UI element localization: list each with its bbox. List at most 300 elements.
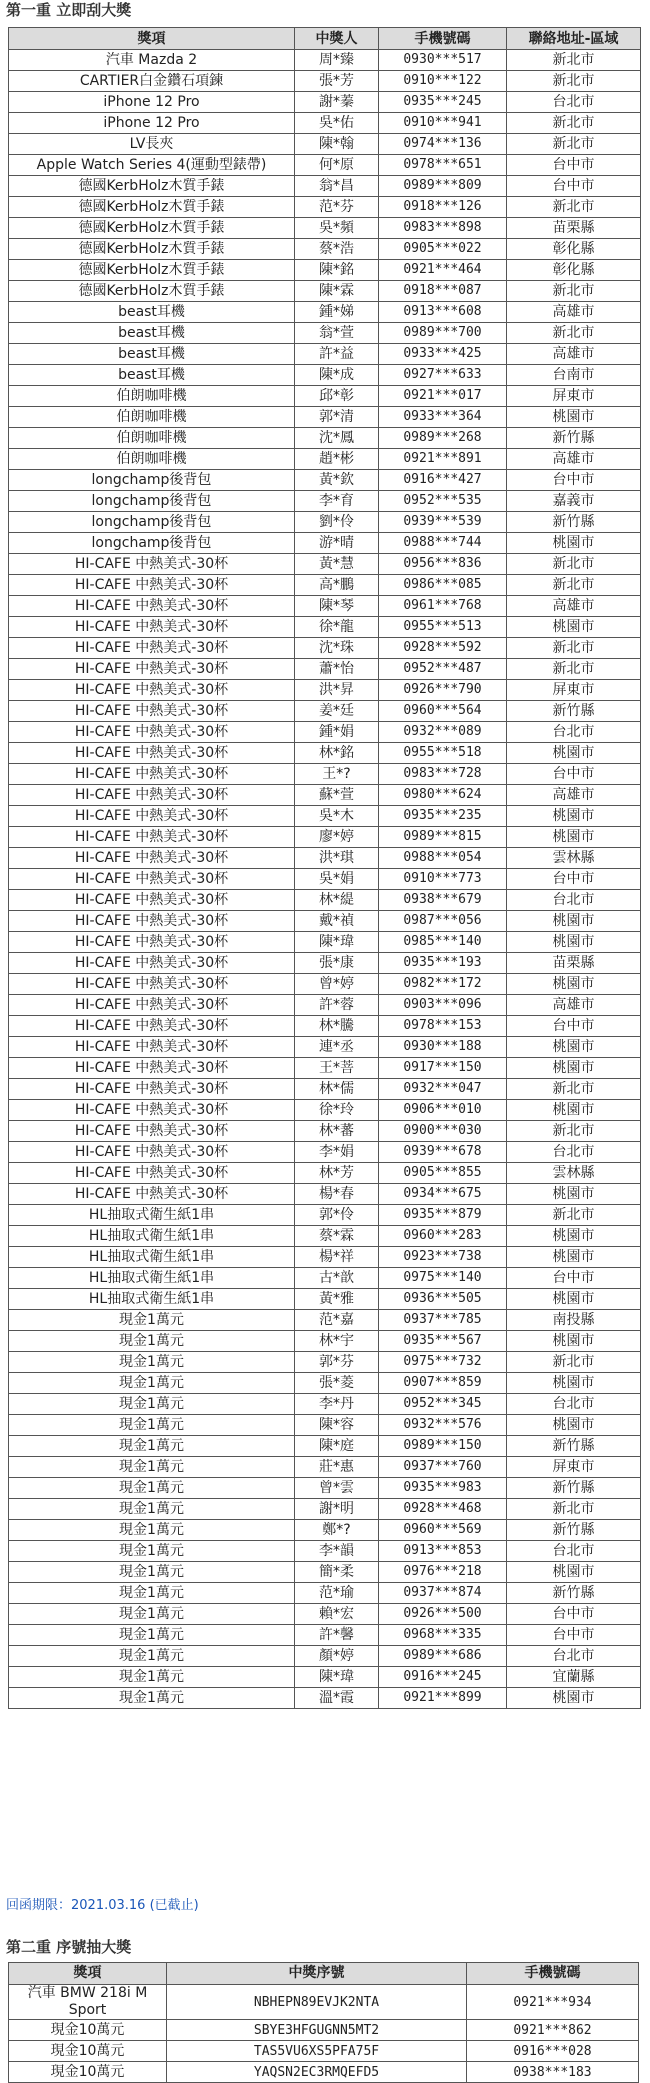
prize-cell: HL抽取式衛生紙1串 bbox=[9, 1247, 295, 1268]
region-cell: 台南市 bbox=[507, 365, 641, 386]
table-row bbox=[9, 1604, 641, 1625]
table-row bbox=[9, 218, 641, 239]
region-cell: 台中市 bbox=[507, 1604, 641, 1625]
table-row bbox=[9, 911, 641, 932]
prize-cell: 伯朗咖啡機 bbox=[9, 428, 295, 449]
phone-cell: 0905***022 bbox=[379, 239, 507, 260]
header-phone: 手機號碼 bbox=[379, 28, 507, 50]
table-row bbox=[9, 722, 641, 743]
table-row bbox=[9, 638, 641, 659]
table-row bbox=[9, 449, 641, 470]
prize-cell: longchamp後背包 bbox=[9, 470, 295, 491]
table-row bbox=[9, 1352, 641, 1373]
phone-cell: 0921***899 bbox=[379, 1688, 507, 1709]
region-cell: 台中市 bbox=[507, 869, 641, 890]
prize-cell: HI-CAFE 中熱美式-30杯 bbox=[9, 806, 295, 827]
phone-cell: 0918***087 bbox=[379, 281, 507, 302]
winner-cell: 游*晴 bbox=[295, 533, 379, 554]
phone-cell: 0960***283 bbox=[379, 1226, 507, 1247]
winner-cell: 許*益 bbox=[295, 344, 379, 365]
table-row bbox=[9, 1373, 641, 1394]
winner-cell: 王*菩 bbox=[295, 1058, 379, 1079]
region-cell: 新竹縣 bbox=[507, 1520, 641, 1541]
phone-cell: 0989***815 bbox=[379, 827, 507, 848]
table-row bbox=[9, 1079, 641, 1100]
winner-cell: 王*? bbox=[295, 764, 379, 785]
region-cell: 屏東市 bbox=[507, 386, 641, 407]
winner-cell: 趙*彬 bbox=[295, 449, 379, 470]
table-row bbox=[9, 491, 641, 512]
table-row bbox=[9, 806, 641, 827]
table-row bbox=[9, 407, 641, 428]
prize-cell: 現金1萬元 bbox=[9, 1394, 295, 1415]
phone-cell: 0983***728 bbox=[379, 764, 507, 785]
prize-cell: HI-CAFE 中熱美式-30杯 bbox=[9, 848, 295, 869]
table-row bbox=[9, 1415, 641, 1436]
winner-cell: 謝*蓁 bbox=[295, 92, 379, 113]
winner-cell: 周*臻 bbox=[295, 50, 379, 71]
table-row bbox=[9, 1331, 641, 1352]
winner-cell: 徐*龍 bbox=[295, 617, 379, 638]
table-row bbox=[9, 1226, 641, 1247]
winner-cell: 劉*伶 bbox=[295, 512, 379, 533]
winner-cell: 溫*霞 bbox=[295, 1688, 379, 1709]
table-row bbox=[9, 365, 641, 386]
prize-cell: 德國KerbHolz木質手錶 bbox=[9, 260, 295, 281]
phone-cell: 0935***983 bbox=[379, 1478, 507, 1499]
prize-cell: HI-CAFE 中熱美式-30杯 bbox=[9, 1184, 295, 1205]
phone-cell: 0989***809 bbox=[379, 176, 507, 197]
phone-cell: 0937***760 bbox=[379, 1457, 507, 1478]
table-row bbox=[9, 1205, 641, 1226]
phone-cell: 0952***487 bbox=[379, 659, 507, 680]
winner-cell: 李*育 bbox=[295, 491, 379, 512]
reply-deadline-link[interactable]: 回函期限：2021.03.16 (已截止) bbox=[6, 1898, 199, 1913]
winner-cell: 林*騰 bbox=[295, 1016, 379, 1037]
phone-cell: 0930***517 bbox=[379, 50, 507, 71]
winner-cell: 李*娟 bbox=[295, 1142, 379, 1163]
prize-cell: CARTIER白金鑽石項鍊 bbox=[9, 71, 295, 92]
prize-cell: HL抽取式衛生紙1串 bbox=[9, 1268, 295, 1289]
winner-cell: 黃*欽 bbox=[295, 470, 379, 491]
region-cell: 台中市 bbox=[507, 176, 641, 197]
table-row bbox=[9, 743, 641, 764]
region-cell: 桃園市 bbox=[507, 407, 641, 428]
prize-cell: HI-CAFE 中熱美式-30杯 bbox=[9, 1100, 295, 1121]
region-cell: 桃園市 bbox=[507, 1184, 641, 1205]
winner-cell: 郭*清 bbox=[295, 407, 379, 428]
table-row bbox=[9, 239, 641, 260]
winner-cell: 莊*惠 bbox=[295, 1457, 379, 1478]
phone-cell: 0935***879 bbox=[379, 1205, 507, 1226]
region-cell: 台北市 bbox=[507, 890, 641, 911]
region-cell: 新北市 bbox=[507, 197, 641, 218]
prize-cell: 現金1萬元 bbox=[9, 1415, 295, 1436]
phone-cell: 0939***678 bbox=[379, 1142, 507, 1163]
region-cell: 彰化縣 bbox=[507, 239, 641, 260]
phone-cell: 0968***335 bbox=[379, 1625, 507, 1646]
winner-cell: 吳*娟 bbox=[295, 869, 379, 890]
region-cell: 高雄市 bbox=[507, 302, 641, 323]
region-cell: 高雄市 bbox=[507, 596, 641, 617]
winner-cell: 連*丞 bbox=[295, 1037, 379, 1058]
prize-cell: HI-CAFE 中熱美式-30杯 bbox=[9, 659, 295, 680]
region-cell: 新北市 bbox=[507, 554, 641, 575]
winner-cell: 林*緹 bbox=[295, 890, 379, 911]
table-row bbox=[9, 680, 641, 701]
table-row bbox=[9, 596, 641, 617]
phone-cell: 0916***427 bbox=[379, 470, 507, 491]
phone-cell: 0976***218 bbox=[379, 1562, 507, 1583]
phone-cell: 0989***700 bbox=[379, 323, 507, 344]
region-cell: 苗栗縣 bbox=[507, 218, 641, 239]
phone-cell: 0928***468 bbox=[379, 1499, 507, 1520]
winner-cell: 鄭*? bbox=[295, 1520, 379, 1541]
phone-cell: 0926***500 bbox=[379, 1604, 507, 1625]
region-cell: 新北市 bbox=[507, 659, 641, 680]
table-row bbox=[9, 176, 641, 197]
winner-cell: 廖*婷 bbox=[295, 827, 379, 848]
winner-cell: 陳*琴 bbox=[295, 596, 379, 617]
prize-cell: beast耳機 bbox=[9, 365, 295, 386]
phone-cell: 0955***518 bbox=[379, 743, 507, 764]
header-winner: 中獎人 bbox=[295, 28, 379, 50]
winner-cell: 謝*明 bbox=[295, 1499, 379, 1520]
prize-cell: HL抽取式衛生紙1串 bbox=[9, 1205, 295, 1226]
region-cell: 苗栗縣 bbox=[507, 953, 641, 974]
winner-cell: 洪*昇 bbox=[295, 680, 379, 701]
region-cell: 桃園市 bbox=[507, 1226, 641, 1247]
prize-cell: 伯朗咖啡機 bbox=[9, 407, 295, 428]
prize-cell: HI-CAFE 中熱美式-30杯 bbox=[9, 932, 295, 953]
winner-cell: 陳*霖 bbox=[295, 281, 379, 302]
table-row bbox=[9, 71, 641, 92]
prize-cell: 現金1萬元 bbox=[9, 1625, 295, 1646]
winner-cell: 顏*婷 bbox=[295, 1646, 379, 1667]
phone-cell: 0975***140 bbox=[379, 1268, 507, 1289]
prize-cell: 現金1萬元 bbox=[9, 1583, 295, 1604]
winner-cell: 范*芬 bbox=[295, 197, 379, 218]
region-cell: 桃園市 bbox=[507, 617, 641, 638]
header-prize: 獎項 bbox=[9, 28, 295, 50]
prize-cell: HI-CAFE 中熱美式-30杯 bbox=[9, 995, 295, 1016]
prize-cell: HI-CAFE 中熱美式-30杯 bbox=[9, 554, 295, 575]
table-row bbox=[9, 953, 641, 974]
prize-cell: HI-CAFE 中熱美式-30杯 bbox=[9, 1121, 295, 1142]
winner-cell: 賴*宏 bbox=[295, 1604, 379, 1625]
region-cell: 南投縣 bbox=[507, 1310, 641, 1331]
prize-cell: HI-CAFE 中熱美式-30杯 bbox=[9, 1016, 295, 1037]
prize-cell: 現金1萬元 bbox=[9, 1352, 295, 1373]
table-row bbox=[9, 1037, 641, 1058]
region-cell: 台北市 bbox=[507, 1541, 641, 1562]
table-row bbox=[9, 1100, 641, 1121]
prize-cell: HI-CAFE 中熱美式-30杯 bbox=[9, 1079, 295, 1100]
table-row bbox=[9, 974, 641, 995]
prize-cell: 現金1萬元 bbox=[9, 1541, 295, 1562]
winners-table-body bbox=[9, 50, 641, 1709]
header-phone: 手機號碼 bbox=[467, 1963, 639, 1985]
prize-cell: HI-CAFE 中熱美式-30杯 bbox=[9, 722, 295, 743]
region-cell: 桃園市 bbox=[507, 1289, 641, 1310]
serial-cell: TAS5VU6XS5PFA75F bbox=[167, 2041, 467, 2062]
prize-cell: 現金10萬元 bbox=[9, 2041, 167, 2062]
table-row bbox=[9, 1289, 641, 1310]
table-row bbox=[9, 1667, 641, 1688]
winner-cell: 郭*芬 bbox=[295, 1352, 379, 1373]
phone-cell: 0938***679 bbox=[379, 890, 507, 911]
prize-cell: 現金1萬元 bbox=[9, 1646, 295, 1667]
header-region: 聯絡地址-區域 bbox=[507, 28, 641, 50]
region-cell: 桃園市 bbox=[507, 1373, 641, 1394]
prize-cell: 伯朗咖啡機 bbox=[9, 386, 295, 407]
phone-cell: 0978***651 bbox=[379, 155, 507, 176]
serial-cell: SBYE3HFGUGNN5MT2 bbox=[167, 2020, 467, 2041]
prize-cell: 現金10萬元 bbox=[9, 2062, 167, 2083]
winners-table-serial bbox=[8, 1962, 639, 2083]
winner-cell: 吳*佑 bbox=[295, 113, 379, 134]
prize-cell: 汽車 Mazda 2 bbox=[9, 50, 295, 71]
winner-cell: 翁*昌 bbox=[295, 176, 379, 197]
table-row bbox=[9, 659, 641, 680]
header-prize: 獎項 bbox=[9, 1963, 167, 1985]
winner-cell: 張*康 bbox=[295, 953, 379, 974]
region-cell: 台北市 bbox=[507, 1142, 641, 1163]
region-cell: 新北市 bbox=[507, 1499, 641, 1520]
region-cell: 新北市 bbox=[507, 1121, 641, 1142]
winner-cell: 吳*頻 bbox=[295, 218, 379, 239]
prize-cell: 伯朗咖啡機 bbox=[9, 449, 295, 470]
winner-cell: 李*丹 bbox=[295, 1394, 379, 1415]
region-cell: 新北市 bbox=[507, 1352, 641, 1373]
table-row bbox=[9, 2062, 639, 2083]
winner-cell: 蘇*萱 bbox=[295, 785, 379, 806]
table-row bbox=[9, 1058, 641, 1079]
table-row bbox=[9, 1394, 641, 1415]
winner-cell: 洪*琪 bbox=[295, 848, 379, 869]
phone-cell: 0960***564 bbox=[379, 701, 507, 722]
prize-cell: 現金1萬元 bbox=[9, 1499, 295, 1520]
phone-cell: 0961***768 bbox=[379, 596, 507, 617]
prize-cell: HI-CAFE 中熱美式-30杯 bbox=[9, 911, 295, 932]
region-cell: 桃園市 bbox=[507, 1247, 641, 1268]
prize-cell: HI-CAFE 中熱美式-30杯 bbox=[9, 1163, 295, 1184]
table-row bbox=[9, 827, 641, 848]
winner-cell: 蔡*霖 bbox=[295, 1226, 379, 1247]
serial-table-body bbox=[9, 1985, 639, 2083]
region-cell: 新北市 bbox=[507, 71, 641, 92]
table-row bbox=[9, 92, 641, 113]
region-cell: 彰化縣 bbox=[507, 260, 641, 281]
prize-cell: 汽車 BMW 218i M Sport bbox=[9, 1985, 167, 2020]
winner-cell: 戴*禎 bbox=[295, 911, 379, 932]
serial-cell: NBHEPN89EVJK2NTA bbox=[167, 1985, 467, 2020]
phone-cell: 0927***633 bbox=[379, 365, 507, 386]
prize-cell: HI-CAFE 中熱美式-30杯 bbox=[9, 974, 295, 995]
region-cell: 新北市 bbox=[507, 113, 641, 134]
region-cell: 台中市 bbox=[507, 470, 641, 491]
table-row bbox=[9, 512, 641, 533]
region-cell: 台北市 bbox=[507, 1646, 641, 1667]
prize-cell: beast耳機 bbox=[9, 344, 295, 365]
winner-cell: 曾*婷 bbox=[295, 974, 379, 995]
winner-cell: 林*儒 bbox=[295, 1079, 379, 1100]
table-row bbox=[9, 1541, 641, 1562]
region-cell: 新北市 bbox=[507, 575, 641, 596]
winner-cell: 曾*雲 bbox=[295, 1478, 379, 1499]
winner-cell: 林*宇 bbox=[295, 1331, 379, 1352]
prize-cell: 現金1萬元 bbox=[9, 1562, 295, 1583]
table-row bbox=[9, 617, 641, 638]
region-cell: 台中市 bbox=[507, 1268, 641, 1289]
table-row bbox=[9, 134, 641, 155]
region-cell: 新竹縣 bbox=[507, 1583, 641, 1604]
phone-cell: 0939***539 bbox=[379, 512, 507, 533]
table-row bbox=[9, 1688, 641, 1709]
table-row bbox=[9, 575, 641, 596]
prize-cell: 現金1萬元 bbox=[9, 1457, 295, 1478]
table-row bbox=[9, 50, 641, 71]
prize-cell: HI-CAFE 中熱美式-30杯 bbox=[9, 617, 295, 638]
table-row bbox=[9, 1268, 641, 1289]
region-cell: 台北市 bbox=[507, 722, 641, 743]
winner-cell: 古*歆 bbox=[295, 1268, 379, 1289]
phone-cell: 0913***608 bbox=[379, 302, 507, 323]
winner-cell: 許*馨 bbox=[295, 1625, 379, 1646]
phone-cell: 0985***140 bbox=[379, 932, 507, 953]
phone-cell: 0930***188 bbox=[379, 1037, 507, 1058]
prize-cell: beast耳機 bbox=[9, 302, 295, 323]
phone-cell: 0935***245 bbox=[379, 92, 507, 113]
table-header-row bbox=[9, 1963, 639, 1985]
winner-cell: 陳*庭 bbox=[295, 1436, 379, 1457]
winner-cell: 林*蕃 bbox=[295, 1121, 379, 1142]
winner-cell: 林*銘 bbox=[295, 743, 379, 764]
region-cell: 新竹縣 bbox=[507, 512, 641, 533]
prize-cell: 現金1萬元 bbox=[9, 1520, 295, 1541]
table-row bbox=[9, 2020, 639, 2041]
table-row bbox=[9, 764, 641, 785]
region-cell: 新竹縣 bbox=[507, 701, 641, 722]
prize-cell: 現金1萬元 bbox=[9, 1331, 295, 1352]
table-row bbox=[9, 428, 641, 449]
phone-cell: 0905***855 bbox=[379, 1163, 507, 1184]
prize-cell: 德國KerbHolz木質手錶 bbox=[9, 218, 295, 239]
region-cell: 屏東市 bbox=[507, 680, 641, 701]
phone-cell: 0918***126 bbox=[379, 197, 507, 218]
serial-cell: YAQSN2EC3RMQEFD5 bbox=[167, 2062, 467, 2083]
prize-cell: HI-CAFE 中熱美式-30杯 bbox=[9, 1142, 295, 1163]
header-serial: 中獎序號 bbox=[167, 1963, 467, 1985]
phone-cell: 0932***089 bbox=[379, 722, 507, 743]
region-cell: 桃園市 bbox=[507, 1688, 641, 1709]
phone-cell: 0916***245 bbox=[379, 1667, 507, 1688]
table-row bbox=[9, 113, 641, 134]
phone-cell: 0960***569 bbox=[379, 1520, 507, 1541]
table-row bbox=[9, 1520, 641, 1541]
table-row bbox=[9, 1163, 641, 1184]
winner-cell: 沈*珠 bbox=[295, 638, 379, 659]
winner-cell: 簡*柔 bbox=[295, 1562, 379, 1583]
winner-cell: 陳*容 bbox=[295, 1415, 379, 1436]
phone-cell: 0916***028 bbox=[467, 2041, 639, 2062]
region-cell: 桃園市 bbox=[507, 1100, 641, 1121]
table-row bbox=[9, 197, 641, 218]
prize-cell: 現金1萬元 bbox=[9, 1604, 295, 1625]
phone-cell: 0980***624 bbox=[379, 785, 507, 806]
region-cell: 桃園市 bbox=[507, 1415, 641, 1436]
region-cell: 新北市 bbox=[507, 50, 641, 71]
phone-cell: 0903***096 bbox=[379, 995, 507, 1016]
phone-cell: 0956***836 bbox=[379, 554, 507, 575]
prize-cell: LV長夾 bbox=[9, 134, 295, 155]
prize-cell: 德國KerbHolz木質手錶 bbox=[9, 197, 295, 218]
phone-cell: 0978***153 bbox=[379, 1016, 507, 1037]
winner-cell: 楊*春 bbox=[295, 1184, 379, 1205]
phone-cell: 0923***738 bbox=[379, 1247, 507, 1268]
winner-cell: 何*原 bbox=[295, 155, 379, 176]
phone-cell: 0974***136 bbox=[379, 134, 507, 155]
table-row bbox=[9, 1625, 641, 1646]
region-cell: 新北市 bbox=[507, 323, 641, 344]
phone-cell: 0913***853 bbox=[379, 1541, 507, 1562]
table-row bbox=[9, 1478, 641, 1499]
winner-cell: 姜*廷 bbox=[295, 701, 379, 722]
phone-cell: 0921***891 bbox=[379, 449, 507, 470]
phone-cell: 0910***941 bbox=[379, 113, 507, 134]
phone-cell: 0933***364 bbox=[379, 407, 507, 428]
section2-title: 第二重 序號抽大獎 bbox=[6, 1938, 132, 1956]
winner-cell: 黃*慧 bbox=[295, 554, 379, 575]
table-row bbox=[9, 1310, 641, 1331]
region-cell: 新北市 bbox=[507, 1205, 641, 1226]
region-cell: 雲林縣 bbox=[507, 848, 641, 869]
region-cell: 桃園市 bbox=[507, 827, 641, 848]
table-row bbox=[9, 554, 641, 575]
winner-cell: 楊*祥 bbox=[295, 1247, 379, 1268]
phone-cell: 0986***085 bbox=[379, 575, 507, 596]
table-row bbox=[9, 302, 641, 323]
table-row bbox=[9, 869, 641, 890]
table-row bbox=[9, 533, 641, 554]
table-row bbox=[9, 1499, 641, 1520]
prize-cell: 德國KerbHolz木質手錶 bbox=[9, 281, 295, 302]
prize-cell: HL抽取式衛生紙1串 bbox=[9, 1226, 295, 1247]
winner-cell: 郭*伶 bbox=[295, 1205, 379, 1226]
prize-cell: HI-CAFE 中熱美式-30杯 bbox=[9, 890, 295, 911]
prize-cell: HI-CAFE 中熱美式-30杯 bbox=[9, 701, 295, 722]
region-cell: 桃園市 bbox=[507, 1037, 641, 1058]
phone-cell: 0906***010 bbox=[379, 1100, 507, 1121]
prize-cell: 德國KerbHolz木質手錶 bbox=[9, 239, 295, 260]
table-row bbox=[9, 1562, 641, 1583]
region-cell: 高雄市 bbox=[507, 995, 641, 1016]
table-row bbox=[9, 281, 641, 302]
region-cell: 桃園市 bbox=[507, 911, 641, 932]
region-cell: 高雄市 bbox=[507, 344, 641, 365]
phone-cell: 0982***172 bbox=[379, 974, 507, 995]
winner-cell: 陳*瑋 bbox=[295, 1667, 379, 1688]
prize-cell: HI-CAFE 中熱美式-30杯 bbox=[9, 953, 295, 974]
table-row bbox=[9, 995, 641, 1016]
region-cell: 雲林縣 bbox=[507, 1163, 641, 1184]
table-row bbox=[9, 932, 641, 953]
prize-cell: 德國KerbHolz木質手錶 bbox=[9, 176, 295, 197]
phone-cell: 0938***183 bbox=[467, 2062, 639, 2083]
prize-cell: 現金1萬元 bbox=[9, 1478, 295, 1499]
prize-cell: longchamp後背包 bbox=[9, 512, 295, 533]
winner-cell: 李*韻 bbox=[295, 1541, 379, 1562]
